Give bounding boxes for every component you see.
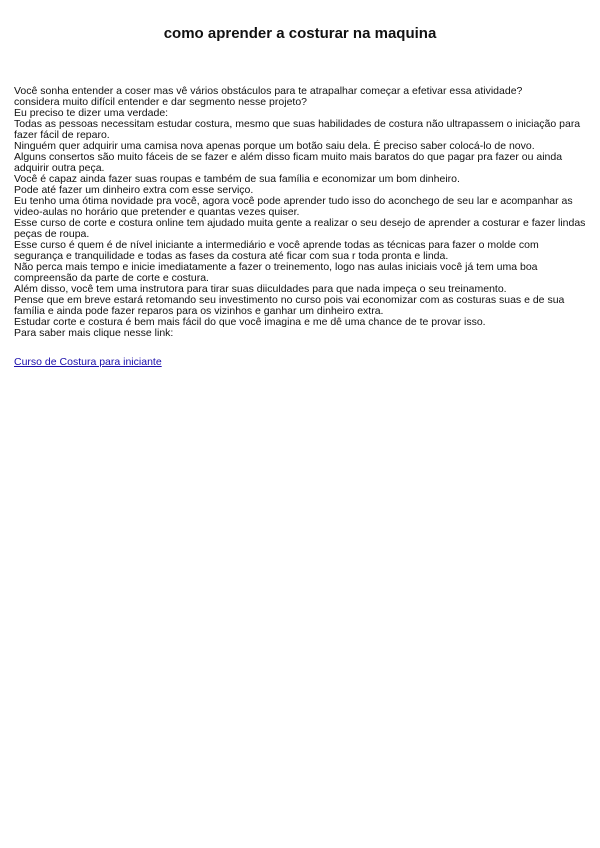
paragraph: Estudar corte e costura é bem mais fácil do que você imagina e me dê uma chance de te provar isso. [14, 316, 486, 328]
paragraph: Esse curso é quem é de nível iniciante a intermediário e você aprende todas as técnicas para fazer o molde com segurança e tranquilidade e todas as fases da costura até ficar com sua r toda pronta e linda. [14, 239, 539, 262]
paragraph: Eu tenho uma ótima novidade pra você, agora você pode aprender tudo isso do aconchego de seu lar e acompanhar as video-aulas no horário que pretender e quantas vezes quiser. [14, 195, 573, 218]
article-body [14, 86, 588, 339]
paragraph: Pense que em breve estará retomando seu investimento no curso pois vai economizar com as costuras suas e de sua família e ainda pode fazer reparos para os vizinhos e ganhar um dinheiro extra. [14, 294, 565, 317]
paragraph: considera muito difícil entender e dar segmento nesse projeto? [14, 96, 308, 108]
paragraph: Você sonha entender a coser mas vê vários obstáculos para te atrapalhar começar a efetivar essa atividade? [14, 85, 523, 97]
paragraph: Todas as pessoas necessitam estudar costura, mesmo que suas habilidades de costura não ultrapassem o iniciação para fazer fácil de reparo. [14, 118, 581, 141]
paragraph: Para saber mais clique nesse link: [14, 327, 174, 339]
paragraph: Você é capaz ainda fazer suas roupas e também de sua família e economizar um bom dinheiro. [14, 173, 460, 185]
page-title: como aprender a costurar na maquina [163, 25, 437, 42]
paragraph: Esse curso de corte e costura online tem ajudado muita gente a realizar o seu desejo de aprender a costurar e fazer lindas peças de roupa. [14, 217, 586, 240]
paragraph: Alguns consertos são muito fáceis de se fazer e além disso ficam muito mais baratos do que pagar pra fazer ou ainda adquirir outra peça. [14, 151, 563, 174]
paragraph: Pode até fazer um dinheiro extra com esse serviço. [14, 184, 254, 196]
course-link[interactable]: Curso de Costura para iniciante [14, 356, 162, 368]
paragraph: Além disso, você tem uma instrutora para tirar suas diiculdades para que nada impeça o seu treinamento. [14, 283, 507, 295]
link-container [14, 356, 162, 368]
paragraph: Eu preciso te dizer uma verdade: [14, 107, 169, 119]
paragraph: Não perca mais tempo e inicie imediatamente a fazer o treinemento, logo nas aulas iniciais você já tem uma boa compreensão da parte de corte e costura. [14, 261, 538, 284]
paragraph: Ninguém quer adquirir uma camisa nova apenas porque um botão saiu dela. É preciso saber colocá-lo de novo. [14, 140, 535, 152]
